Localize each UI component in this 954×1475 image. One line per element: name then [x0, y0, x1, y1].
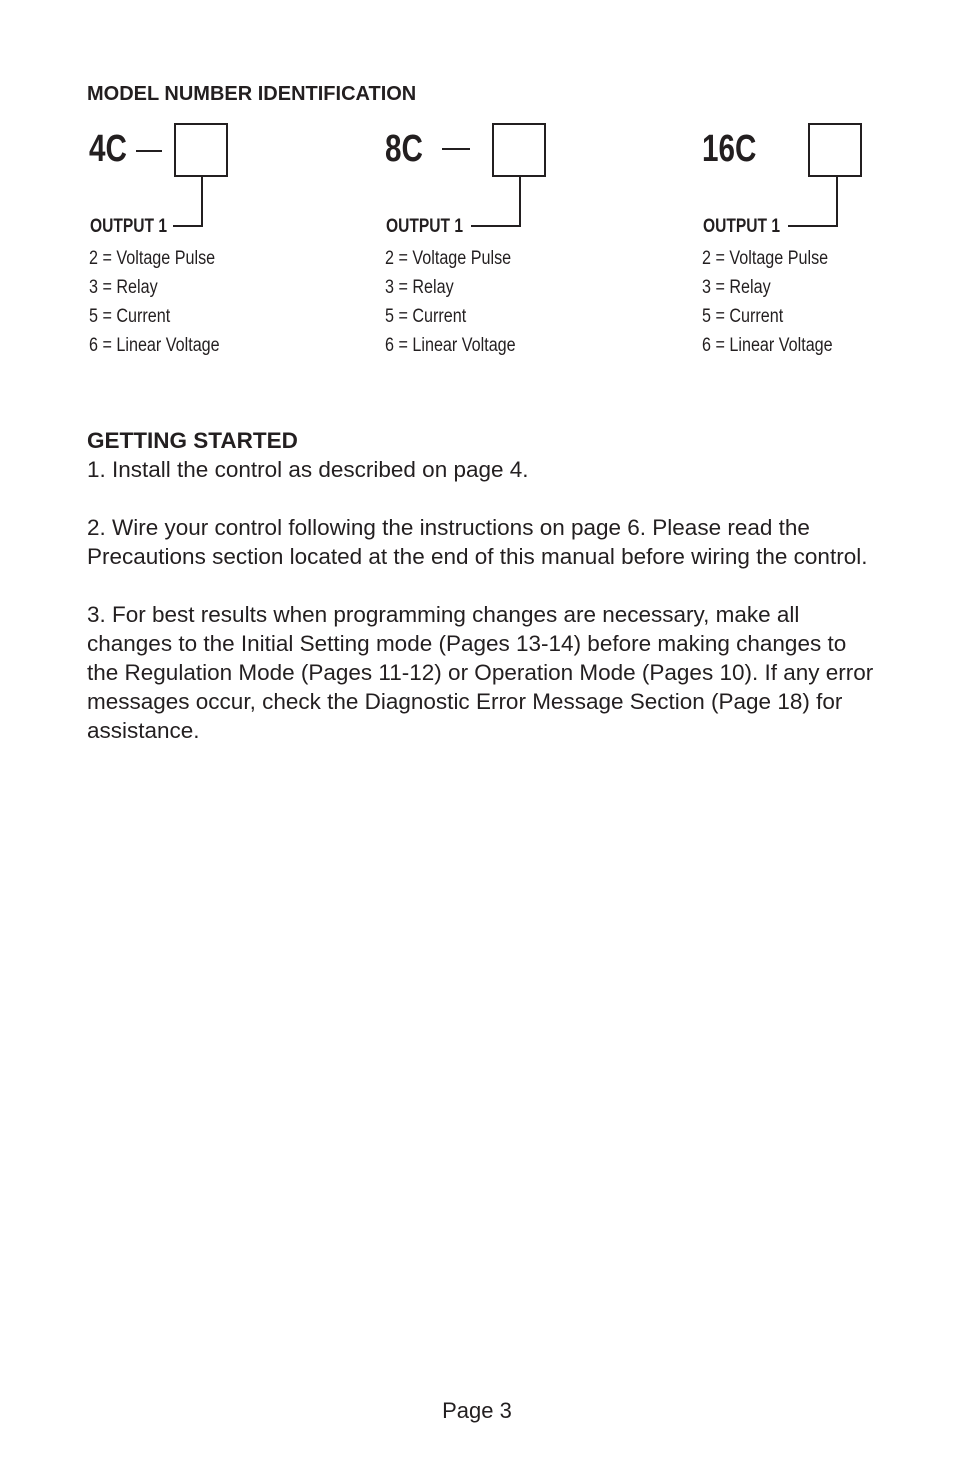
model-8c-diagram	[383, 120, 613, 360]
option-item: 2 = Voltage Pulse	[89, 248, 216, 269]
model-dash	[136, 150, 162, 152]
step-3: 3. For best results when programming changes are necessary, make all changes to the Initial Setting mode (Pages 13-14) before making changes to the Regulation Mode (Pages 11-12) or Operation Mode (Pages 10). If any error messages occur, check the Diagnostic Error Message Section (Page 18) for assistance.	[87, 602, 874, 743]
model-prefix: 8C	[385, 128, 423, 170]
model-code-box	[492, 123, 546, 177]
step-2: 2. Wire your control following the instructions on page 6. Please read the Precautions section located at the end of this manual before wiring the control.	[87, 515, 868, 569]
model-dash	[442, 148, 470, 150]
page-number: Page 3	[442, 1398, 512, 1423]
getting-started-title: GETTING STARTED	[87, 428, 298, 453]
option-item: 3 = Relay	[89, 277, 158, 298]
model-16c-diagram	[700, 120, 900, 360]
model-number-title: MODEL NUMBER IDENTIFICATION	[87, 83, 417, 105]
option-item: 2 = Voltage Pulse	[385, 248, 512, 269]
option-item: 5 = Current	[89, 306, 171, 327]
connector-line	[836, 177, 838, 227]
model-code-box	[808, 123, 862, 177]
output-options	[385, 244, 539, 360]
output-label: OUTPUT 1	[90, 216, 168, 237]
option-item: 3 = Relay	[385, 277, 454, 298]
model-prefix: 16C	[702, 128, 757, 170]
option-item: 6 = Linear Voltage	[385, 335, 516, 356]
output-label: OUTPUT 1	[386, 216, 464, 237]
connector-line	[201, 177, 203, 227]
model-prefix: 4C	[89, 128, 127, 170]
connector-line	[173, 225, 203, 227]
step-1: 1. Install the control as described on page 4.	[87, 457, 529, 482]
model-4c-diagram	[87, 120, 317, 360]
option-item: 5 = Current	[385, 306, 467, 327]
output-options	[702, 244, 856, 360]
connector-line	[788, 225, 838, 227]
connector-line	[519, 177, 521, 227]
connector-line	[471, 225, 521, 227]
option-item: 2 = Voltage Pulse	[702, 248, 829, 269]
option-item: 3 = Relay	[702, 277, 771, 298]
getting-started-section	[87, 426, 877, 774]
output-options	[89, 244, 243, 360]
model-code-box	[174, 123, 228, 177]
option-item: 5 = Current	[702, 306, 784, 327]
option-item: 6 = Linear Voltage	[89, 335, 220, 356]
option-item: 6 = Linear Voltage	[702, 335, 833, 356]
output-label: OUTPUT 1	[703, 216, 781, 237]
